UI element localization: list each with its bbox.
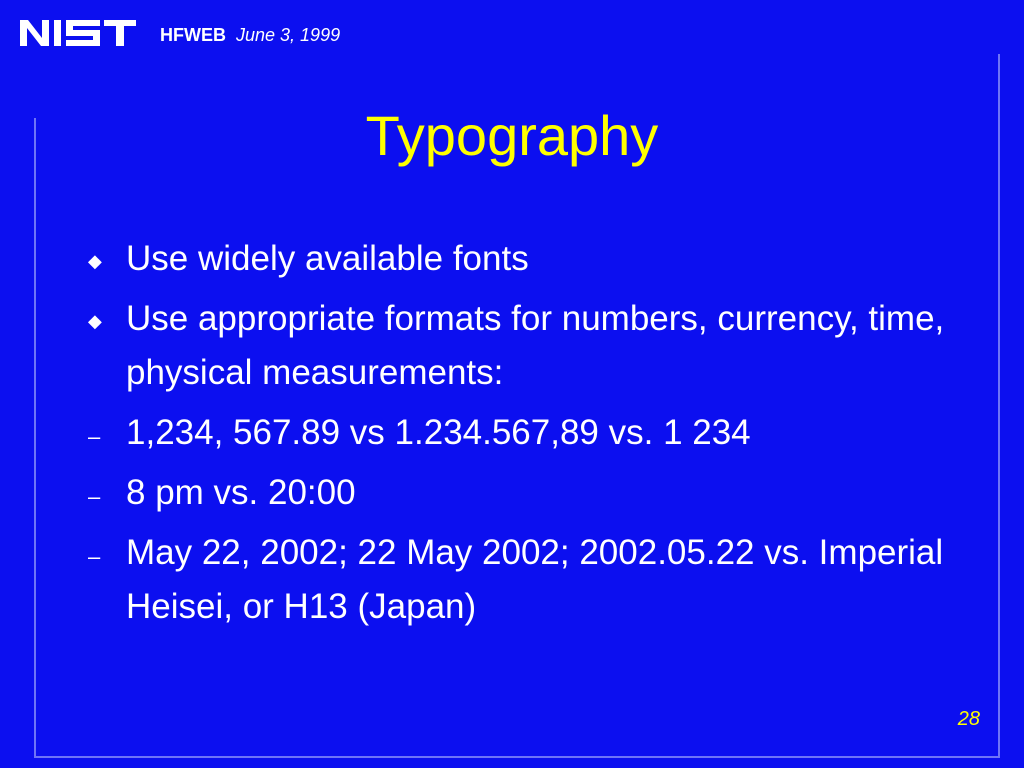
left-frame-rule bbox=[34, 118, 36, 758]
dash-bullet-icon: – bbox=[88, 484, 101, 509]
slide-header bbox=[18, 16, 340, 48]
organization-label: HFWEB bbox=[160, 25, 226, 45]
sub-list-item bbox=[86, 406, 986, 460]
diamond-bullet-icon: ◆ bbox=[88, 251, 102, 271]
list-item-text: 8 pm vs. 20:00 bbox=[126, 473, 356, 512]
diamond-bullet-icon: ◆ bbox=[88, 311, 102, 331]
list-item-text: 1,234, 567.89 vs 1.234.567,89 vs. 1 234 bbox=[126, 413, 751, 452]
slide-body bbox=[86, 232, 986, 640]
dash-bullet-icon: – bbox=[88, 424, 101, 449]
slide-title: Typography bbox=[365, 104, 659, 167]
list-item bbox=[86, 232, 986, 286]
nist-logo-icon bbox=[18, 18, 138, 48]
sub-list-item bbox=[86, 466, 986, 520]
list-item bbox=[86, 292, 986, 400]
list-item-text: Use appropriate formats for numbers, currency, time, physical measurements: bbox=[126, 299, 945, 392]
bottom-frame-rule bbox=[34, 756, 1000, 758]
page-number: 28 bbox=[957, 708, 980, 730]
presentation-date: June 3, 1999 bbox=[236, 25, 341, 45]
list-item-text: Use widely available fonts bbox=[126, 239, 529, 278]
dash-bullet-icon: – bbox=[88, 544, 101, 569]
list-item-text: May 22, 2002; 22 May 2002; 2002.05.22 vs. Imperial Heisei, or H13 (Japan) bbox=[126, 533, 944, 626]
sub-list-item bbox=[86, 526, 986, 634]
